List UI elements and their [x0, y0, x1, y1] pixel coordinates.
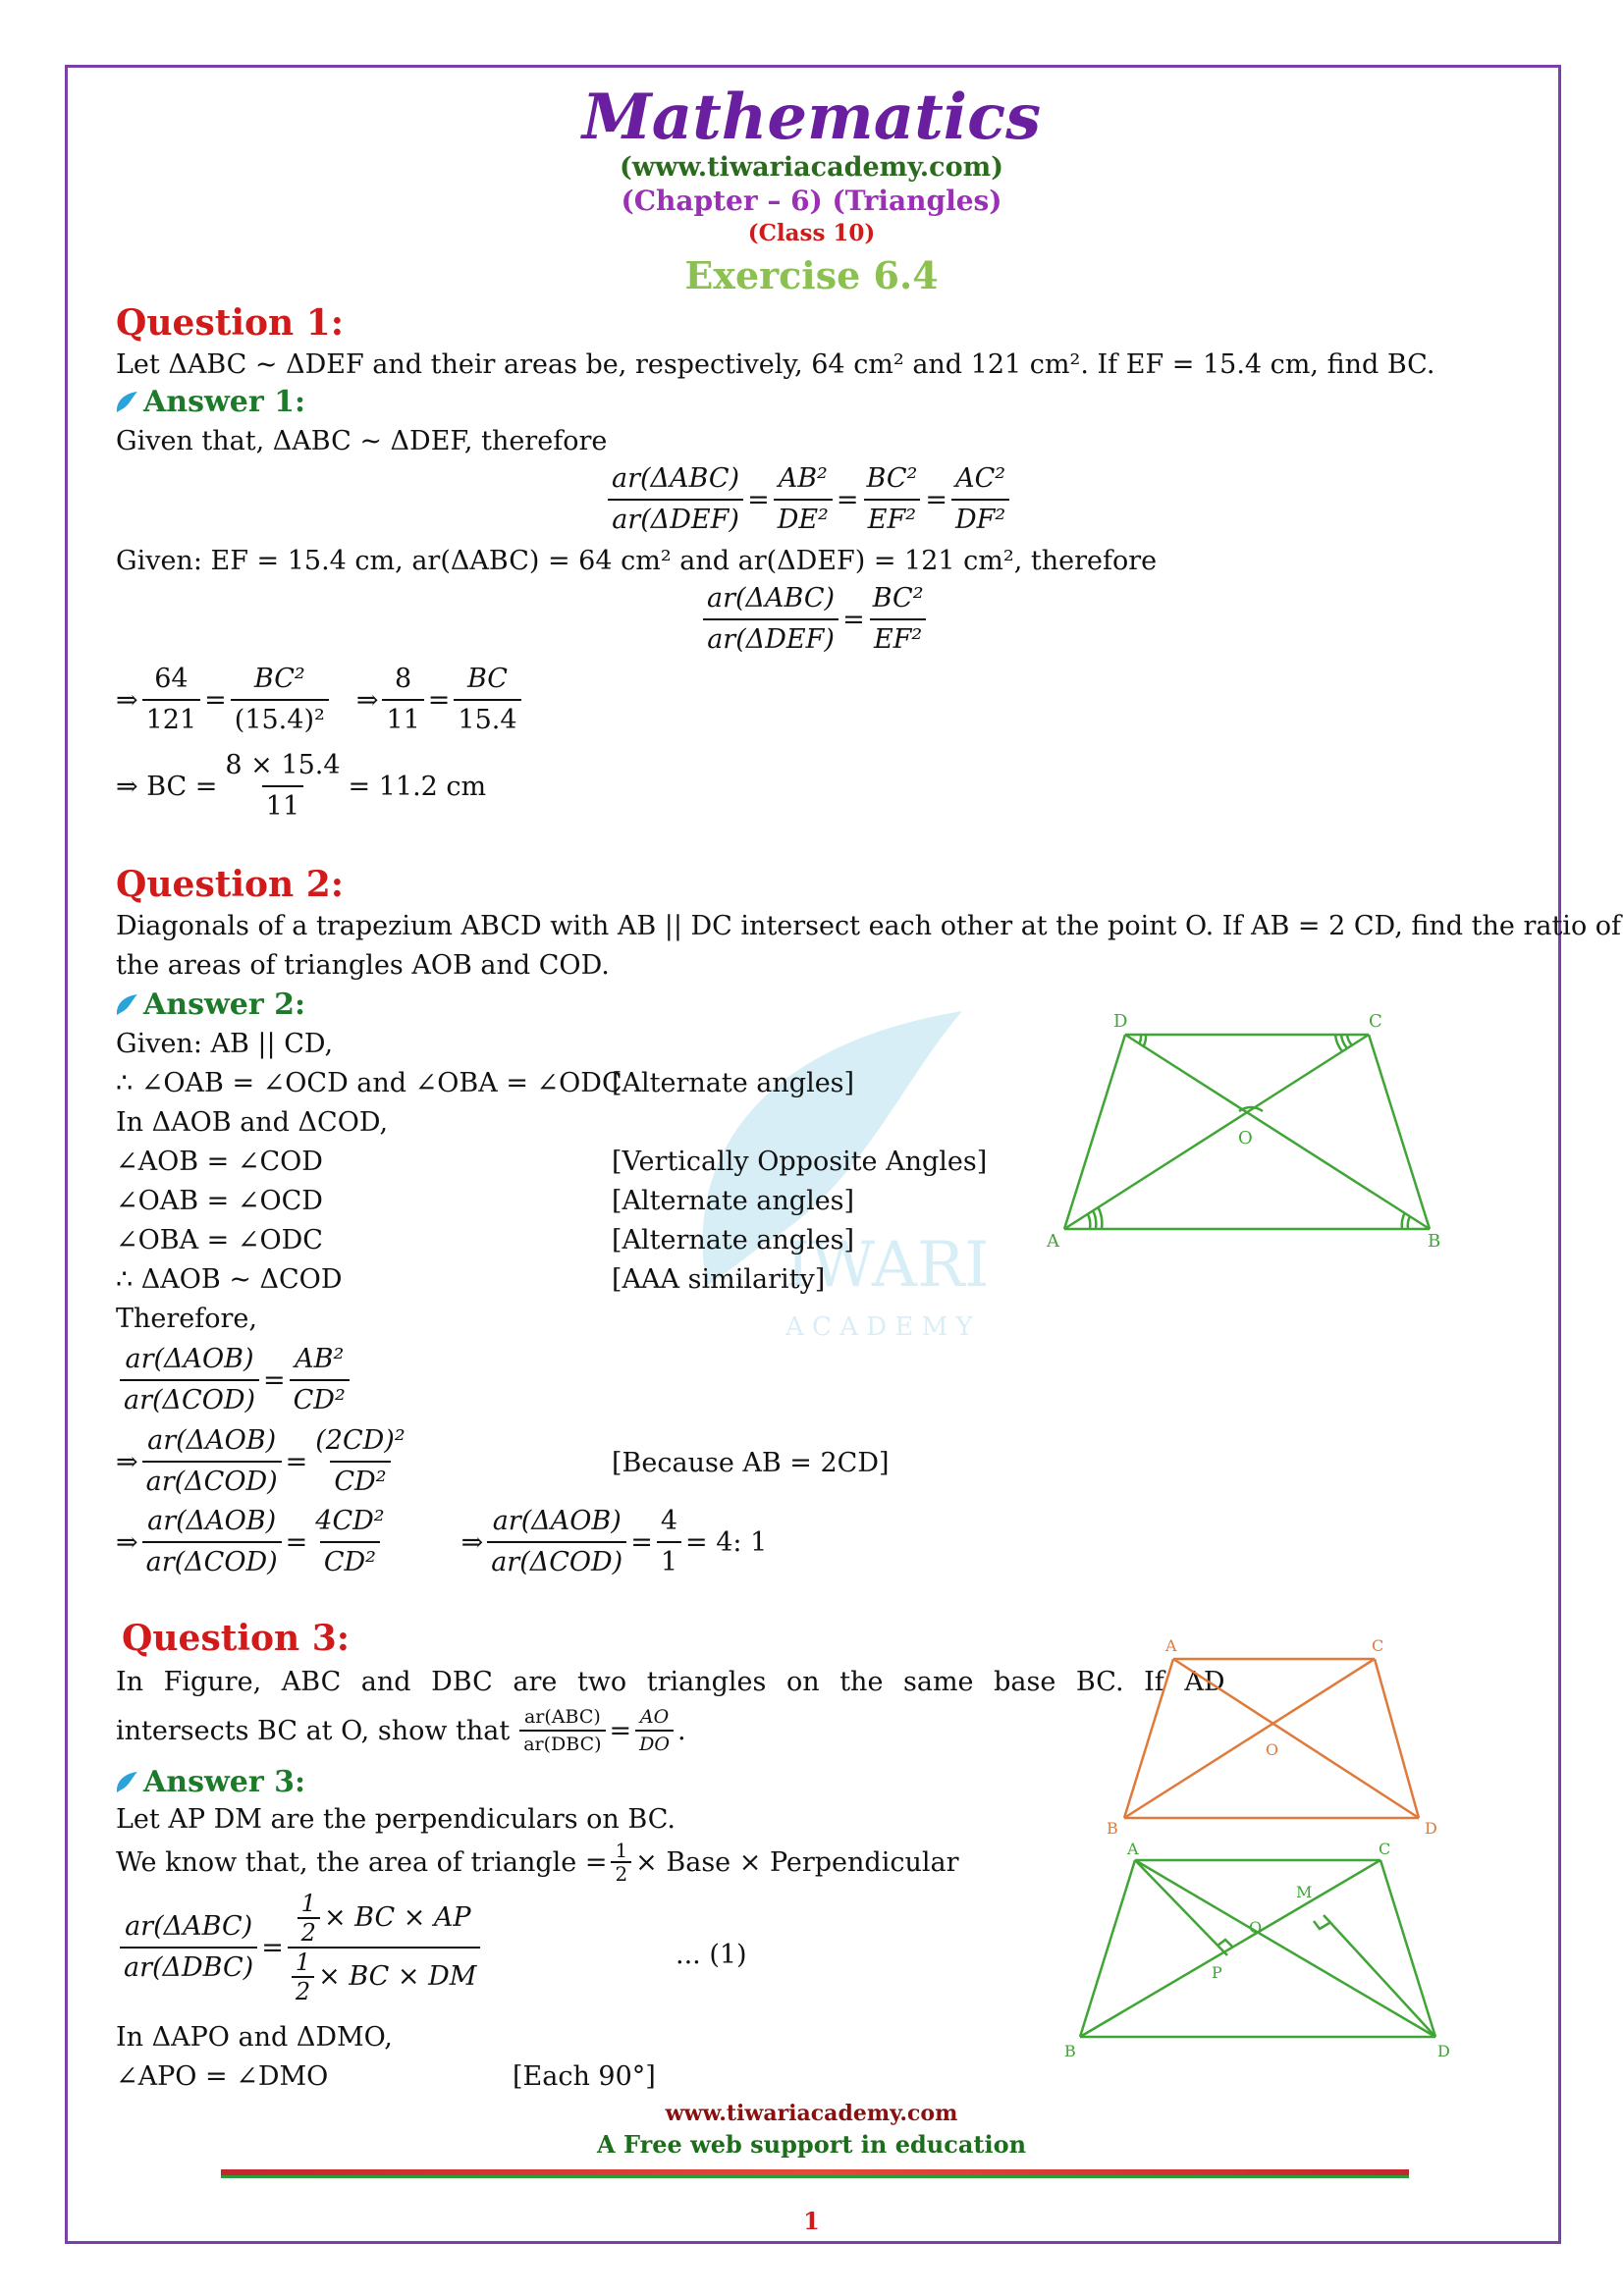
equation-tag-1: ... (1) [676, 1940, 747, 1970]
leaf-icon [114, 992, 139, 1018]
answer-2-heading: Answer 2: [114, 988, 305, 1022]
vertex-label-b: B [1064, 2042, 1076, 2060]
answer-1-eq-4: ⇒ BC = $\frac{8 \times 15.4}{11}$ = 11.2 cm [116, 746, 486, 827]
question-1-heading: Question 1: [116, 302, 345, 344]
triangles-figure-q3 [1095, 1629, 1448, 1841]
trapezium-figure-q2 [1031, 991, 1463, 1276]
vertex-label-b: B [1428, 1231, 1441, 1252]
answer-1-heading: Answer 1: [114, 385, 305, 419]
point-label-o: O [1249, 1918, 1263, 1937]
answer-3-heading: Answer 3: [114, 1765, 305, 1799]
question-3-text-2: intersects BC at O, show that $\frac{\text{ar(ABC)}}{\text{ar(DBC)}}$ = $\frac{AO}{DO}$ . [116, 1706, 686, 1755]
vertex-label-c: C [1369, 1011, 1382, 1032]
question-2-text-2: the areas of triangles AOB and COD. [116, 950, 610, 981]
answer-1-line-1: Given that, ΔABC ~ ΔDEF, therefore [116, 426, 608, 456]
vertex-label-a: A [1047, 1231, 1059, 1252]
question-3-text-1: In Figure, ABC and DBC are two triangles on the same base BC. If AD [116, 1667, 1225, 1697]
vertex-label-a: A [1165, 1636, 1177, 1655]
answer-3-reason: [Each 90°] [513, 2061, 656, 2092]
answer-2-line: ∴ ΔAOB ~ ΔCOD [116, 1264, 343, 1295]
answer-1-eq-2: $\frac{\text{ar(ΔABC)}}{\text{ar(ΔDEF)}}$ = $\frac{\text{BC²}}{\text{EF²}}$ [699, 579, 932, 660]
point-label-o: O [1238, 1128, 1253, 1148]
header-chapter: (Chapter – 6) (Triangles) [621, 185, 1002, 217]
watermark-text: IWARI [785, 1229, 990, 1302]
answer-2-line: ∠OAB = ∠OCD [116, 1186, 323, 1216]
footer-divider-accent [221, 2175, 1409, 2178]
page-title: Mathematics [581, 80, 1042, 154]
answer-2-reason: [Alternate angles] [612, 1225, 855, 1255]
answer-2-line: In ΔAOB and ΔCOD, [116, 1107, 389, 1138]
answer-2-reason: [Alternate angles] [612, 1186, 855, 1216]
answer-2-because: [Because AB = 2CD] [612, 1448, 890, 1478]
question-2-text-1: Diagonals of a trapezium ABCD with AB || DC intersect each other at the point O. If AB = 2 CD, find the ratio of [116, 911, 1622, 941]
point-label-p: P [1212, 1963, 1222, 1982]
header-website: (www.tiwariacademy.com) [620, 152, 1003, 183]
answer-3-line-3: In ΔAPO and ΔDMO, [116, 2022, 393, 2053]
answer-1-eq-3: ⇒ $\frac{64}{121}$ = $\frac{\text{BC²}}{\text{(15.4)²}}$ ⇒ $\frac{8}{11}$ = $\frac{BC}{15.4}$ [116, 660, 525, 740]
question-2-heading: Question 2: [116, 864, 345, 905]
answer-1-line-2: Given: EF = 15.4 cm, ar(ΔABC) = 64 cm² and ar(ΔDEF) = 121 cm², therefore [116, 546, 1158, 576]
answer-2-line: ∠OBA = ∠ODC [116, 1225, 323, 1255]
triangles-perpendicular-figure [1051, 1841, 1463, 2066]
page-number: 1 [803, 2207, 820, 2235]
answer-2-reason: [AAA similarity] [612, 1264, 826, 1295]
exercise-title: Exercise 6.4 [684, 253, 939, 297]
leaf-icon [114, 390, 139, 415]
answer-2-line: Therefore, [116, 1304, 257, 1334]
header-class: (Class 10) [747, 220, 876, 246]
footer-website: www.tiwariacademy.com [665, 2101, 958, 2126]
vertex-label-a: A [1127, 1841, 1139, 1858]
question-3-heading: Question 3: [122, 1618, 351, 1659]
vertex-label-c: C [1379, 1841, 1391, 1858]
vertex-label-d: D [1425, 1819, 1437, 1838]
answer-3-line-4: ∠APO = ∠DMO [116, 2061, 329, 2092]
vertex-label-d: D [1437, 2042, 1450, 2060]
answer-3-line-1: Let AP DM are the perpendiculars on BC. [116, 1804, 676, 1835]
point-label-o: O [1266, 1740, 1279, 1759]
answer-1-eq-1: $\frac{\text{ar(ΔABC)}}{\text{ar(ΔDEF)}}$ = $\frac{\text{AB²}}{\text{DE²}}$ = $\frac{\text{BC²}}{\text{EF²}}$ = $\frac{\text{AC²}}{\text{DF²}}$ [604, 459, 1013, 540]
vertex-label-d: D [1113, 1011, 1128, 1032]
answer-2-reason: [Alternate angles] [612, 1068, 855, 1098]
answer-2-line: ∠AOB = ∠COD [116, 1147, 323, 1177]
answer-2-line: Given: AB || CD, [116, 1029, 334, 1059]
answer-2-line: ∴ ∠OAB = ∠OCD and ∠OBA = ∠ODC [116, 1068, 622, 1098]
vertex-label-c: C [1372, 1636, 1384, 1655]
answer-2-eq-1: $\frac{\text{ar(ΔAOB)}}{\text{ar(ΔCOD)}}$ = $\frac{\text{AB²}}{\text{CD²}}$ [116, 1340, 353, 1420]
answer-2-eq-2: ⇒ $\frac{\text{ar(ΔAOB)}}{\text{ar(ΔCOD)}}$ = $\frac{\text{(2CD)²}}{\text{CD²}}$ [116, 1421, 413, 1502]
point-label-m: M [1296, 1883, 1313, 1901]
vertex-label-b: B [1107, 1819, 1118, 1838]
watermark-subtext: A C A D E M Y [785, 1312, 973, 1342]
answer-3-eq-1: $\frac{\text{ar(ΔABC)}}{\text{ar(ΔDBC)}}$ = $\frac{1}{2}$ × BC × AP $\frac{1}{2}$ × BC × DM [116, 1890, 484, 2005]
leaf-icon [114, 1770, 139, 1795]
answer-2-reason: [Vertically Opposite Angles] [612, 1147, 988, 1177]
answer-2-eq-3: ⇒ $\frac{\text{ar(ΔAOB)}}{\text{ar(ΔCOD)}}$ = $\frac{\text{4CD²}}{\text{CD²}}$ ⇒ $\frac{\text{ar(ΔAOB)}}{\text{ar(ΔCOD)}}$ = $\frac{4}{1}$ = 4: 1 [116, 1502, 767, 1582]
footer-tagline: A Free web support in education [596, 2130, 1027, 2159]
question-1-text: Let ΔABC ~ ΔDEF and their areas be, respectively, 64 cm² and 121 cm². If EF = 15.4 cm, find BC. [116, 349, 1435, 380]
answer-3-line-2: We know that, the area of triangle = $\frac{1}{2}$ × Base × Perpendicular [116, 1839, 959, 1886]
